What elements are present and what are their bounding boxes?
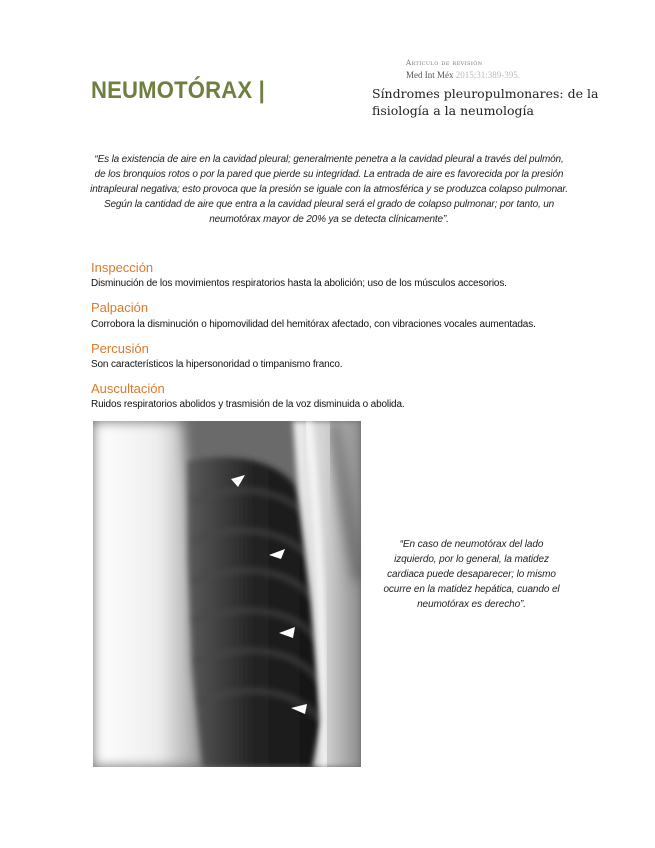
section-heading-palpacion: Palpación: [91, 300, 149, 315]
chest-xray-image: [93, 421, 361, 767]
section-body-percusion: Son característicos la hipersonoridad o timpanismo franco.: [91, 359, 343, 370]
section-heading-percusion: Percusión: [91, 341, 149, 356]
journal-name: Med Int Méx: [406, 70, 454, 80]
section-body-palpacion: Corrobora la disminución o hipomovilidad del hemitórax afectado, con vibraciones vocales aumentadas.: [91, 319, 536, 330]
section-heading-inspeccion: Inspección: [91, 260, 154, 275]
figure-side-quote: “En caso de neumotórax del lado izquierdo, por lo general, la matidez cardiaca puede desaparecer; lo mismo ocurre en la matidez hepática, cuando el neumotórax es derecho”.: [383, 539, 560, 610]
journal-reference: [406, 70, 520, 80]
article-title: Síndromes pleuropulmonares: de la fisiología a la neumología: [372, 86, 599, 118]
section-body-inspeccion: Disminución de los movimientos respiratorios hasta la abolición; uso de los músculos accesorios.: [91, 278, 507, 289]
section-body-auscultacion: Ruidos respiratorios abolidos y trasmisión de la voz disminuida o abolida.: [91, 399, 405, 410]
journal-issue: 2015;31:389-395.: [455, 70, 520, 80]
article-kicker: Artículo de revisión: [406, 59, 483, 67]
page-title: NEUMOTÓRAX |: [91, 77, 265, 104]
section-heading-auscultacion: Auscultación: [91, 381, 165, 396]
intro-quote: “Es la existencia de aire en la cavidad pleural; generalmente penetra a la cavidad pleural a través del pulmón, de los bronquios rotos o por la pared que pierde su integridad. La entrada de aire es favorecida por la presión intrapleural negativa; esto provoca que la presión se iguale con la atmosférica y se produzca colapso pulmonar. Según la cantidad de aire que entra a la cavidad pleural será el grado de colapso pulmonar; por tanto, un neumotórax mayor de 20% ya se detecta clínicamente”.: [90, 154, 568, 225]
